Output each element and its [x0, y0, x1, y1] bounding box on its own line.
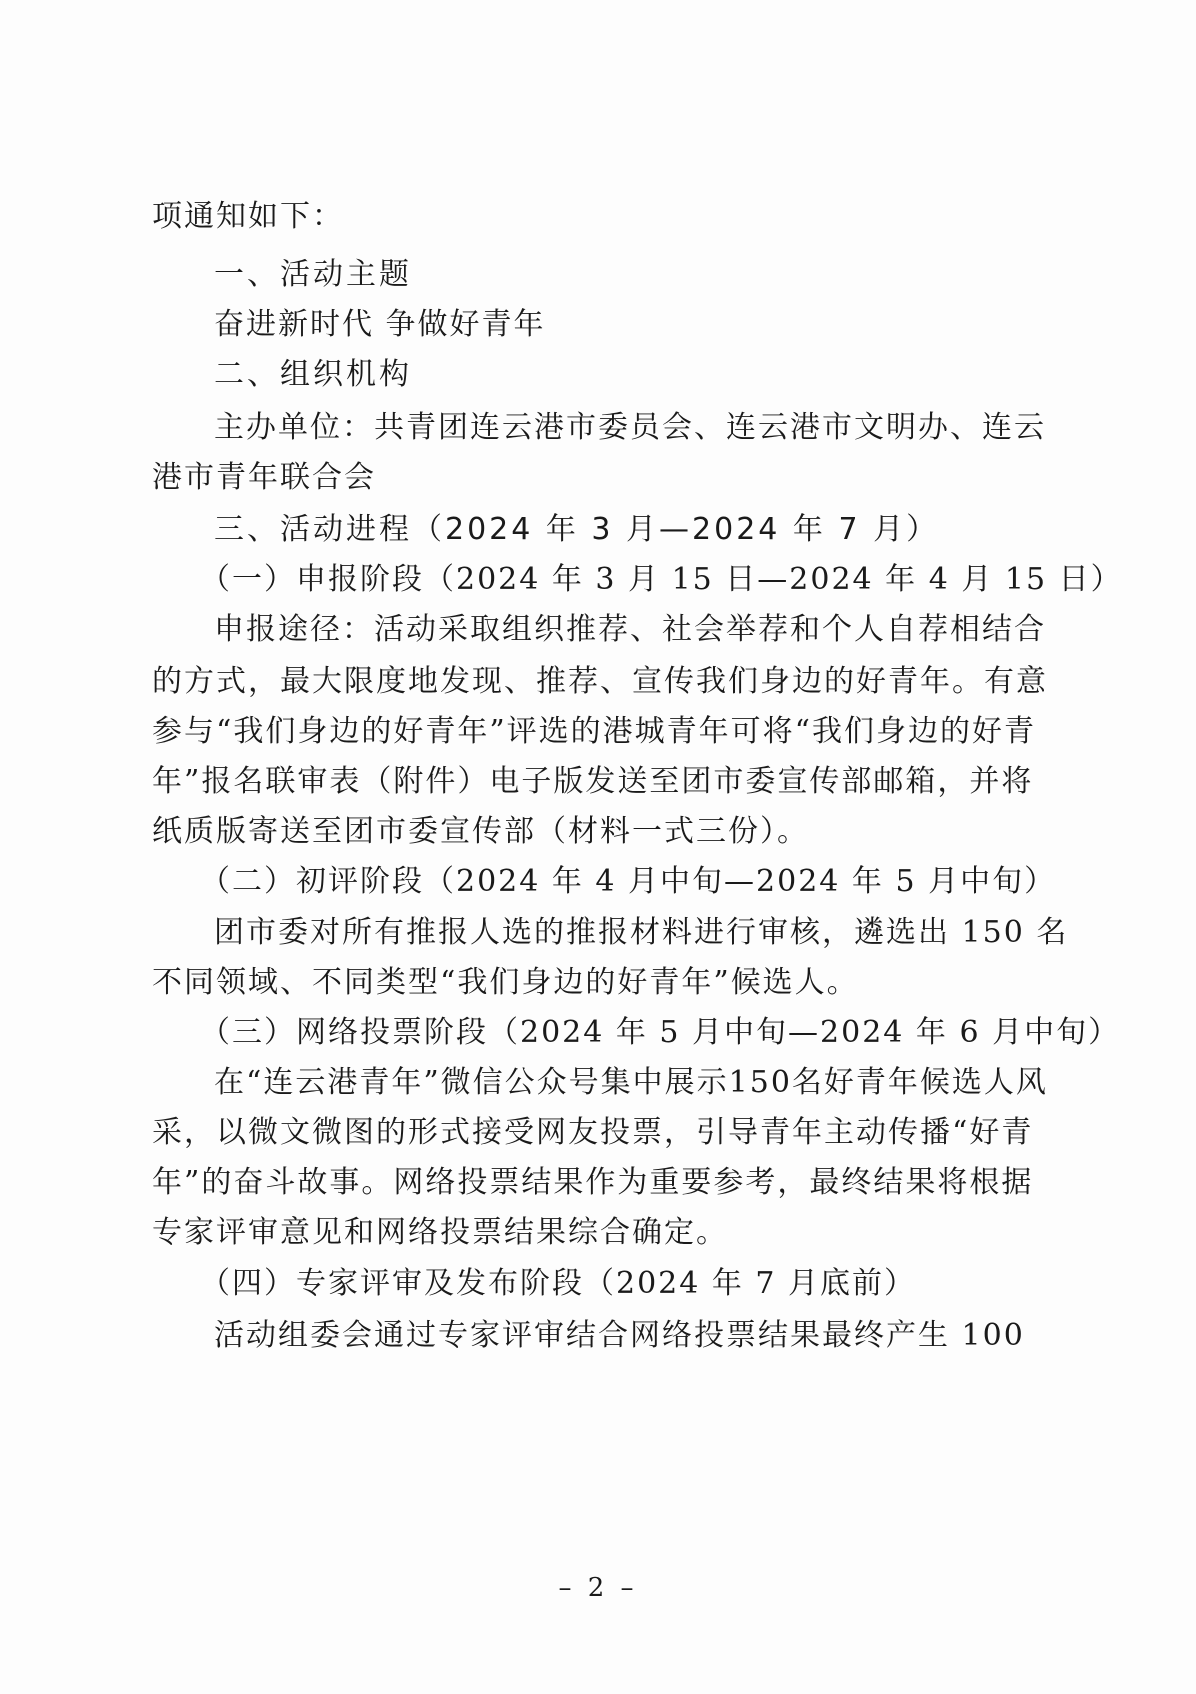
text-line: 专家评审意见和网络投票结果综合确定。: [152, 1215, 728, 1250]
text-line: 主办单位：共青团连云港市委员会、连云港市文明办、连云: [214, 410, 1046, 445]
subsection-heading: （一）申报阶段（2024 年 3 月 15 日—2024 年 4 月 15 日）: [200, 562, 1123, 597]
subsection-heading: （四）专家评审及发布阶段（2024 年 7 月底前）: [200, 1266, 917, 1301]
text-line: 年”报名联审表（附件）电子版发送至团市委宣传部邮箱，并将: [152, 764, 1034, 799]
text-line: 在“连云港青年”微信公众号集中展示150名好青年候选人风: [214, 1065, 1048, 1100]
text-line: 年”的奋斗故事。网络投票结果作为重要参考，最终结果将根据: [152, 1165, 1034, 1200]
text-line: 港市青年联合会: [152, 460, 376, 495]
text-line: 的方式，最大限度地发现、推荐、宣传我们身边的好青年。有意: [152, 664, 1048, 699]
subsection-heading: （三）网络投票阶段（2024 年 5 月中旬—2024 年 6 月中旬）: [200, 1015, 1121, 1050]
section-heading: 三、活动进程（2024 年 3 月—2024 年 7 月）: [214, 512, 940, 547]
text-line: 申报途径：活动采取组织推荐、社会举荐和个人自荐相结合: [214, 612, 1046, 647]
section-heading: 二、组织机构: [214, 357, 412, 392]
section-heading: 一、活动主题: [214, 257, 412, 292]
text-line: 纸质版寄送至团市委宣传部（材料一式三份）。: [152, 814, 809, 849]
text-line: 参与“我们身边的好青年”评选的港城青年可将“我们身边的好青: [152, 714, 1037, 749]
text-line: 采，以微文微图的形式接受网友投票，引导青年主动传播“好青: [152, 1115, 1034, 1150]
text-line: 不同领域、不同类型“我们身边的好青年”候选人。: [152, 965, 859, 1000]
text-line: 奋进新时代 争做好青年: [214, 307, 546, 342]
text-line: 项通知如下：: [152, 199, 344, 234]
subsection-heading: （二）初评阶段（2024 年 4 月中旬—2024 年 5 月中旬）: [200, 864, 1057, 899]
page-number: – 2 –: [558, 1573, 638, 1603]
text-line: 活动组委会通过专家评审结合网络投票结果最终产生 100: [214, 1318, 1025, 1353]
text-line: 团市委对所有推报人选的推报材料进行审核，遴选出 150 名: [214, 915, 1069, 950]
